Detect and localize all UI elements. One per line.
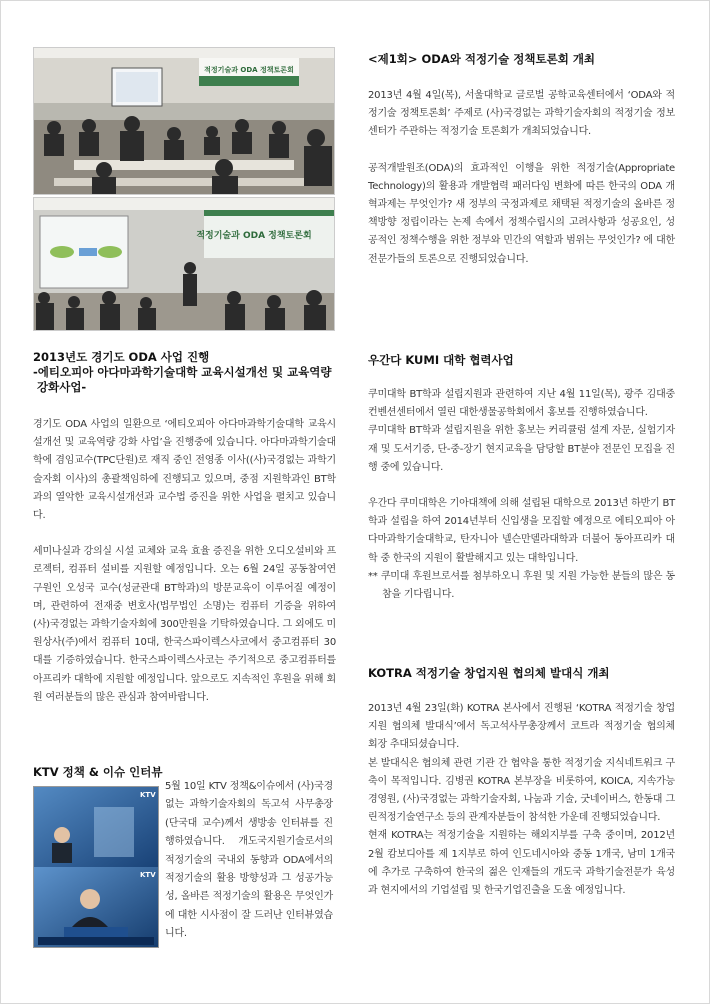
seminar-photo-bottom xyxy=(33,197,335,331)
ktv-interview-screenshot xyxy=(34,787,158,947)
gyeonggi-oda-title xyxy=(33,350,336,395)
kotra-body xyxy=(368,700,675,900)
kotra-paragraph-3: 현재 KOTRA는 적정기술을 지원하는 해외지부를 구축 중이며, 2012년 2월 캄보디아를 제 1지부로 하여 인도네시아와 중동 1개국, 남미 1개국에 추가로 구축하여 한국의 젊은 인재들의 개도국 과학기술전문가 육성과 현지에서의 기업설립 및 한국기업진출을 도울 예정입니다. xyxy=(368,830,675,897)
gyeonggi-oda-title-line3: 강화사업- xyxy=(37,380,87,394)
ktv-interview-image xyxy=(33,786,159,948)
oda-forum-title: <제1회> ODA와 적정기술 정책토론회 개최 xyxy=(368,52,596,66)
kotra-section xyxy=(368,666,675,900)
gyeonggi-oda-title-line2: -에티오피아 아다마과학기술대학 교육시설개선 및 교육역량 xyxy=(33,365,332,379)
kotra-paragraph-1: 2013년 4월 23일(화) KOTRA 본사에서 진행된 ‘KOTRA 적정기술 창업지원 협의체 발대식’에서 독고석사무총장께서 코트라 적정기술 협의체 회장 추대되셨습니다. xyxy=(368,703,675,751)
seminar-photo-top xyxy=(33,47,335,195)
kumi-university-section xyxy=(368,353,675,604)
seminar-photo-bottom-image xyxy=(34,198,334,330)
oda-forum-paragraph-1: 2013년 4월 4일(목), 서울대학교 글로벌 공학교육센터에서 ‘ODA와 적정기술 정책토론회’ 주제로 (사)국경없는 과학기술자회의 적정기술 정보센터가 주관하는 적정기술 토론회가 개최되었습니다. xyxy=(368,90,675,138)
kotra-title: KOTRA 적정기술 창업지원 협의체 발대식 개최 xyxy=(368,666,610,680)
gyeonggi-oda-section xyxy=(33,350,336,707)
gyeonggi-oda-body xyxy=(33,416,336,707)
oda-forum-body xyxy=(368,87,675,269)
kumi-paragraph-1: 쿠미대학 BT학과 설립지원과 관련하여 지난 4월 11일(목), 광주 김대중 컨벤션센터에서 열린 대한생물공학회에서 홍보를 진행하였습니다. xyxy=(368,389,675,419)
gyeonggi-oda-paragraph-1: 경기도 ODA 사업의 일환으로 ‘에티오피아 아다마과학기술대학 교육시설개선 및 교육역량 강화 사업’을 진행중에 있습니다. 아다마과학기술대학에 겸임교수(TPC단원)로 재직 중인 전영종 이사((사)국경없는 과학기술자회 이사)의 총괄책임하에 진행되고 있으며, 중점 지원학과인 BT학과의 열악한 교육시설개선과 교수법 증진을 위한 사업을 펼치고 있습니다. xyxy=(33,419,336,522)
gyeonggi-oda-paragraph-2: 세미나실과 강의실 시설 교체와 교육 효율 증진을 위한 오디오설비와 프로젝터, 컴퓨터 설비를 지원할 예정입니다. 오는 6월 24일 공동참여연구원인 오성국 교수(성균관대 BT학과)의 방문교육이 이루어질 예정이며, 관련하여 전재중 변호사(법무법인 소명)는 컴퓨터 기증을 위하여 (사)국경없는 과학기술자회에 300만원을 기탁하였습니다. 그 외에도 미원상사(주)에서 컴퓨터 10대, 한국스파이렉스사코에서 중고컴퓨터 30대를 기증하였습니다. 한국스파이렉스사코는 주기적으로 중고컴퓨터를 아프리카 대학에 지원할 예정입니다. 앞으로도 지속적인 후원을 위해 회원 여러분들의 많은 관심과 참여바랍니다. xyxy=(33,546,336,703)
kumi-university-title: 우간다 KUMI 대학 협력사업 xyxy=(368,353,514,367)
ktv-logo-1: KTV xyxy=(140,791,156,799)
banner-text-bottom: 적정기술과 ODA 정책토론회 xyxy=(196,231,312,241)
kotra-paragraph-2: 본 발대식은 협의체 관련 기관 간 협약을 통한 적정기술 지식네트워크 구축이 목적입니다. 김병권 KOTRA 본부장을 비롯하여, KOICA, 지속가능경영원, (사)국경없는 과학기술자회, 나눔과 기술, 굿네이버스, 한동대 그린적정기술연구소 등의 관계자분들이 참석한 가운데 진행되었습니다. xyxy=(368,757,675,824)
gyeonggi-oda-title-line1: 2013년도 경기도 ODA 사업 진행 xyxy=(33,350,210,364)
ktv-interview-title: KTV 정책 & 이슈 인터뷰 xyxy=(33,765,163,779)
oda-forum-section xyxy=(368,52,675,269)
banner-text-top: 적정기술과 ODA 정책토론회 xyxy=(204,66,294,74)
ktv-interview-text: 5월 10일 KTV 정책&이슈에서 (사)국경없는 과학기술자회의 독고석 사무총장(단국대 교수)께서 생방송 인터뷰를 진행하였습니다. 개도국지원기술로서의 적정기술의 국내외 동향과 ODA에서의 적정기술의 활용 방향성과 그 성공가능성, 올바른 적정기술의 활용은 무엇인가에 대한 시사점이 잘 드러난 인터뷰였습니다. xyxy=(165,781,333,940)
seminar-photo-top-image xyxy=(34,48,334,194)
kumi-paragraph-2: 쿠미대학 BT학과 설립지원을 위한 홍보는 커리큘럼 설계 자문, 실험기자재 및 도서기증, 단-중-장기 현지교육을 담당할 BT분야 전문인 모집을 진행 중에 있습니다. xyxy=(368,425,675,473)
ktv-logo-2: KTV xyxy=(140,871,156,879)
kumi-paragraph-3: 우간다 쿠미대학은 기아대책에 의해 설립된 대학으로 2013년 하반기 BT학과 설립을 하여 2014년부터 신입생을 모집할 예정으로 에티오피아 아다마과학기술대학교, 탄자니아 넬슨만델라대학과 더불어 동아프리카 대학 중 한국의 지원이 활발해지고 있는 대학입니다. xyxy=(368,498,676,564)
kumi-university-body xyxy=(368,386,675,604)
oda-forum-paragraph-2: 공적개발원조(ODA)의 효과적인 이행을 위한 적정기술(Appropriate Technology)의 활용과 개발협력 패러다임 변화에 따른 한국의 ODA 개혁과제는 무엇인가? 새 정부의 국정과제로 채택된 적정기술의 올바른 정책방향 정립이라는 논제 속에서 정책수립시의 고려사항과 성공요인, 성공적인 정책수행을 위한 정부와 민간의 역할과 범위는 무엇인가? 에 대한 전문가들의 토론으로 진행되었습니다. xyxy=(368,162,675,265)
kumi-sponsor-note: ** 쿠미대 후원브로셔를 첨부하오니 후원 및 지원 가능한 분들의 많은 동참을 기다립니다. xyxy=(368,570,675,601)
